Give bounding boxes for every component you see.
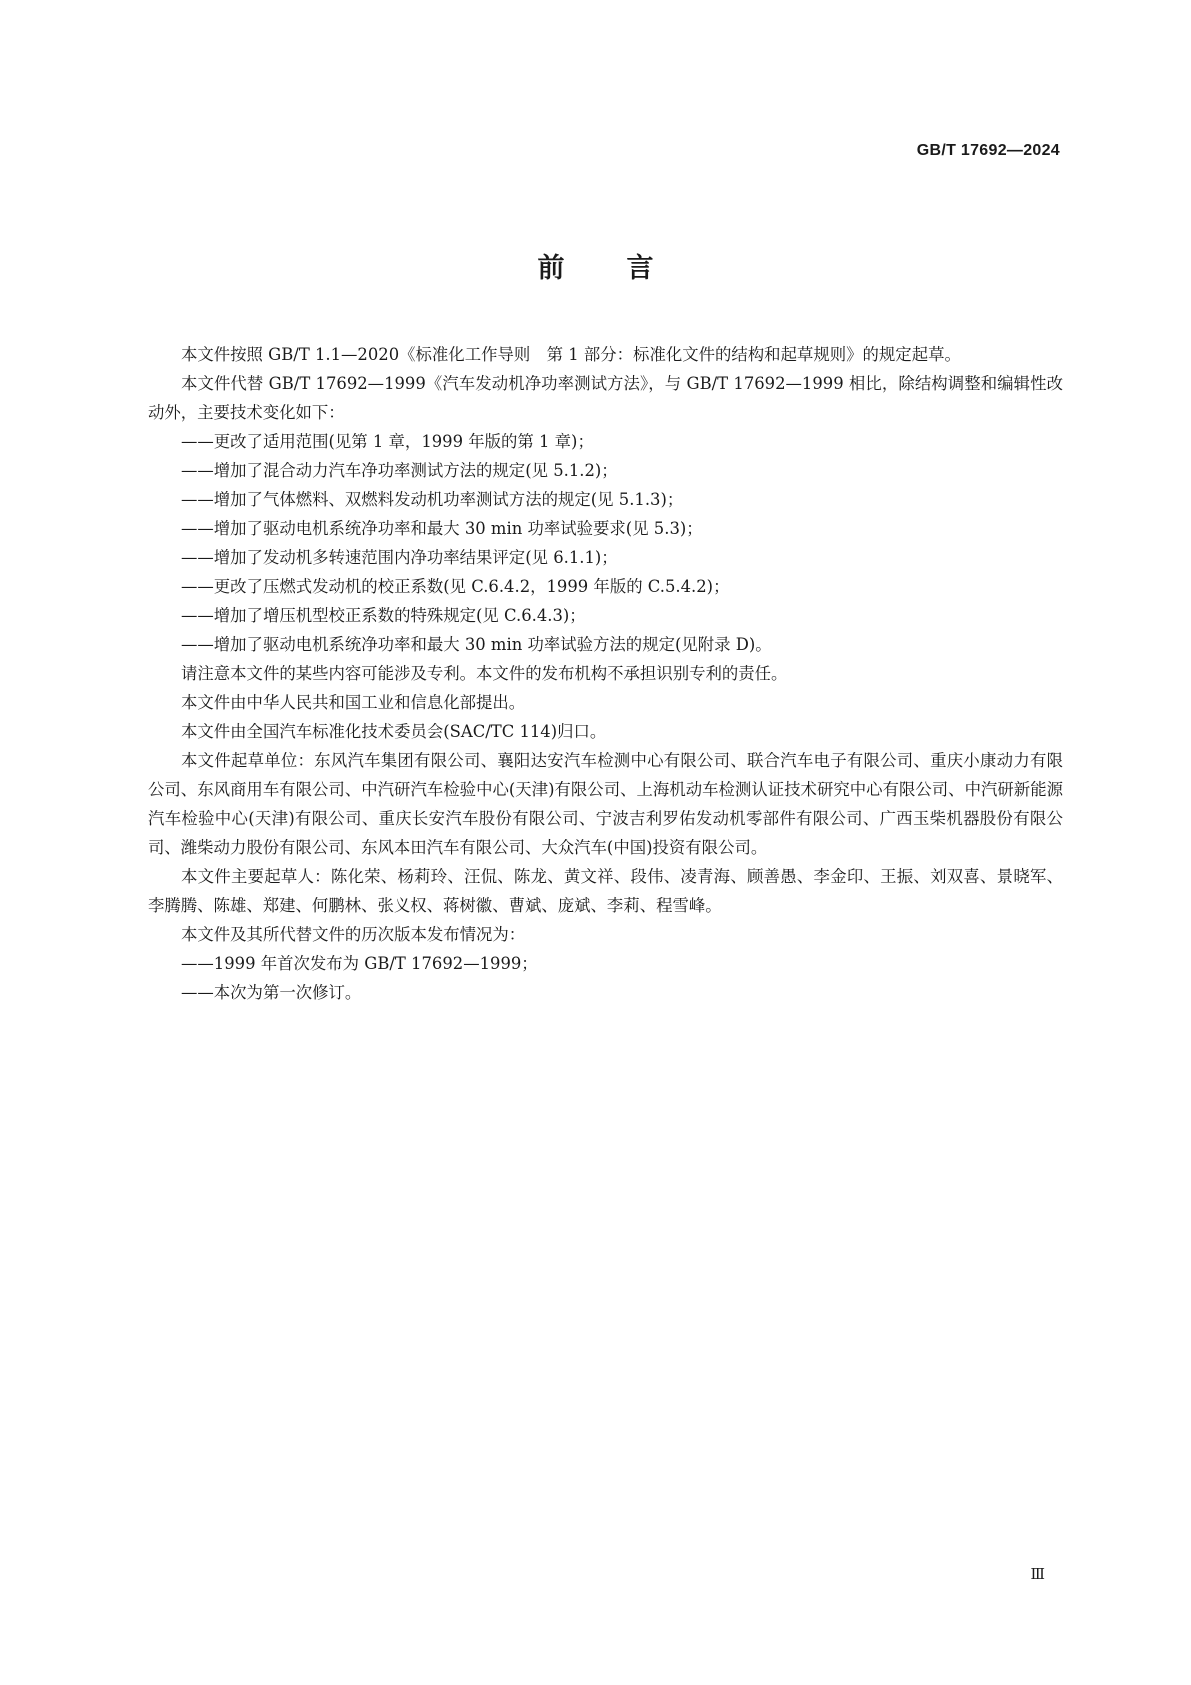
change-item: ——增加了驱动电机系统净功率和最大 30 min 功率试验要求(见 5.3)；: [181, 519, 703, 538]
change-item: ——增加了混合动力汽车净功率测试方法的规定(见 5.1.2)；: [181, 461, 618, 480]
change-item: ——增加了增压机型校正系数的特殊规定(见 C.6.4.3)；: [181, 606, 586, 625]
change-item: ——更改了压燃式发动机的校正系数(见 C.6.4.2，1999 年版的 C.5.4.2)；: [181, 577, 730, 596]
history-item: ——1999 年首次发布为 GB/T 17692—1999；: [181, 954, 538, 973]
page-title: 前言: [537, 253, 716, 284]
standard-code: GB/T 17692—2024: [916, 142, 1060, 159]
change-item: ——增加了发动机多转速范围内净功率结果评定(见 6.1.1)；: [181, 548, 618, 567]
change-item: ——增加了气体燃料、双燃料发动机功率测试方法的规定(见 5.1.3)；: [181, 490, 684, 509]
paragraph-replacement: 本文件代替 GB/T 17692—1999《汽车发动机净功率测试方法》，与 GB/T 17692—1999 相比，除结构调整和编辑性改动外，主要技术变化如下：: [148, 374, 1063, 422]
paragraph-drafting-rules: 本文件按照 GB/T 1.1—2020《标准化工作导则 第 1 部分：标准化文件的结构和起草规则》的规定起草。: [181, 345, 961, 364]
paragraph-proposer: 本文件由中华人民共和国工业和信息化部提出。: [181, 693, 526, 712]
history-item: ——本次为第一次修订。: [181, 983, 362, 1002]
paragraph-history-intro: 本文件及其所代替文件的历次版本发布情况为：: [181, 925, 526, 944]
page-number: Ⅲ: [1030, 1565, 1045, 1583]
change-item: ——增加了驱动电机系统净功率和最大 30 min 功率试验方法的规定(见附录 D)。: [181, 635, 772, 654]
paragraph-patent-notice: 请注意本文件的某些内容可能涉及专利。本文件的发布机构不承担识别专利的责任。: [181, 664, 788, 683]
change-item: ——更改了适用范围(见第 1 章，1999 年版的第 1 章)；: [181, 432, 594, 451]
paragraph-drafters: 本文件主要起草人：陈化荣、杨莉玲、汪侃、陈龙、黄文祥、段伟、凌青海、顾善愚、李金印、王振、刘双喜、景晓军、李腾腾、陈雄、郑建、何鹏林、张义权、蒋树徽、曹斌、庞斌、李莉、程雪峰。: [148, 867, 1063, 915]
paragraph-drafting-units: 本文件起草单位：东风汽车集团有限公司、襄阳达安汽车检测中心有限公司、联合汽车电子有限公司、重庆小康动力有限公司、东风商用车有限公司、中汽研汽车检验中心(天津)有限公司、上海机动车检测认证技术研究中心有限公司、中汽研新能源汽车检验中心(天津)有限公司、重庆长安汽车股份有限公司、宁波吉利罗佑发动机零部件有限公司、广西玉柴机器股份有限公司、潍柴动力股份有限公司、东风本田汽车有限公司、大众汽车(中国)投资有限公司。: [148, 751, 1063, 857]
foreword-body: [148, 340, 1063, 1007]
paragraph-committee: 本文件由全国汽车标准化技术委员会(SAC/TC 114)归口。: [181, 722, 607, 741]
